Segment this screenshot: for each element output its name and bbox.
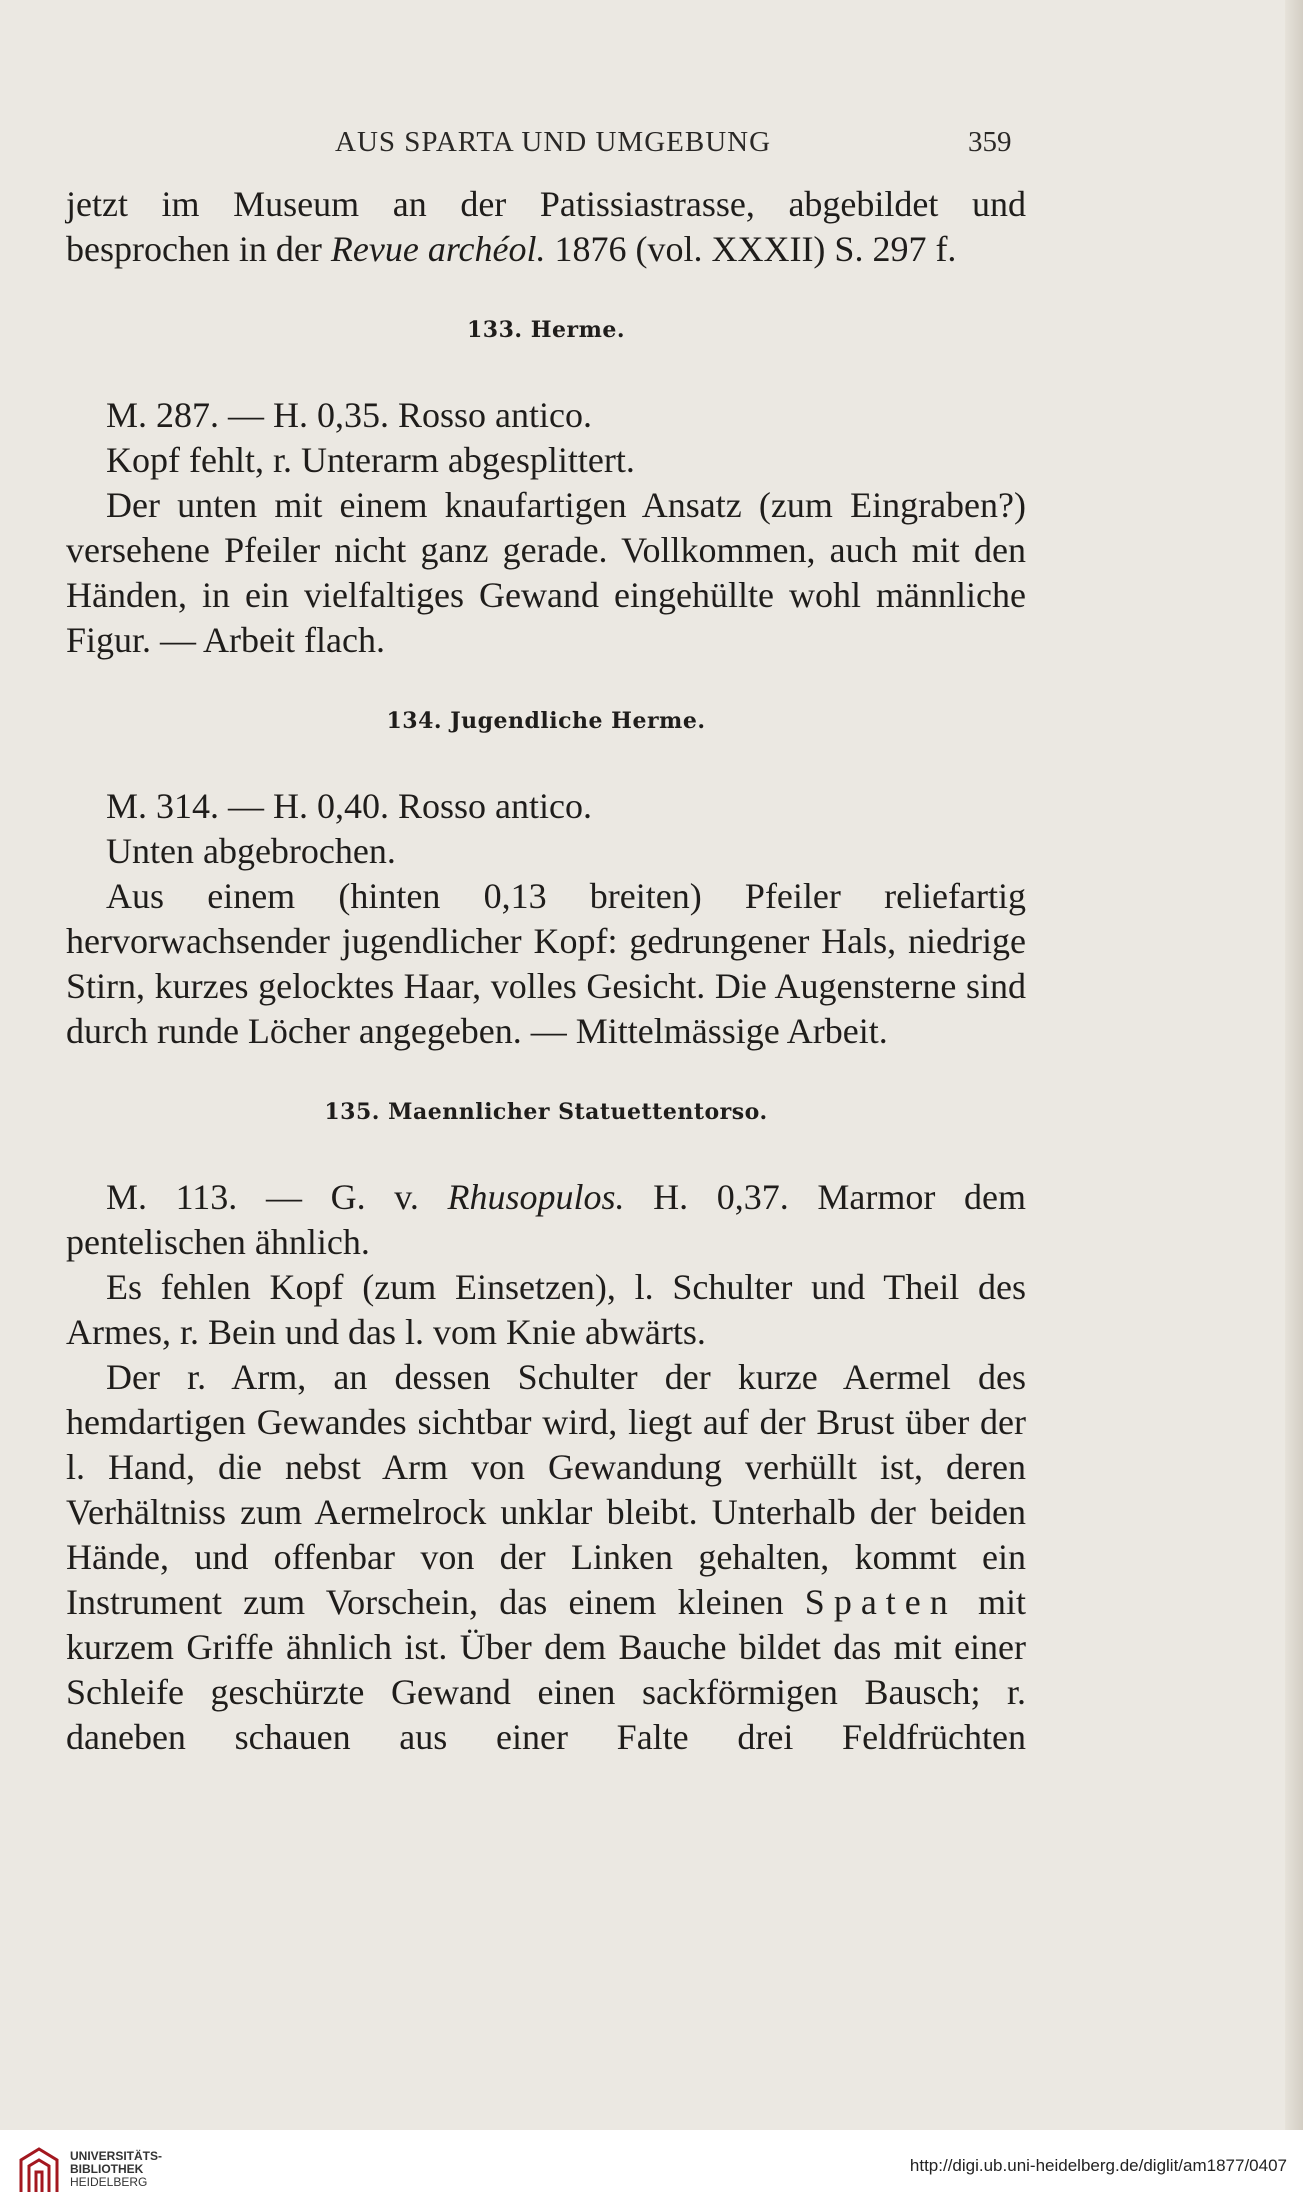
library-name: UNIVERSITÄTS- BIBLIOTHEK HEIDELBERG	[70, 2149, 163, 2189]
entry-135-damage: Es fehlen Kopf (zum Einsetzen), l. Schulter und Theil des Armes, r. Bein und das l. vom Knie abwärts.	[66, 1267, 1026, 1352]
running-head	[0, 122, 1303, 162]
body-text	[66, 182, 1026, 1760]
entry-135-description: Der r. Arm, an dessen Schulter der kurze Aermel des hemdartigen Gewandes sichtbar wird, liegt auf der Brust über der l. Hand, die nebst Arm von Gewandung verhüllt ist, deren Verhältniss zum Aermelrock unklar bleibt. Unterhalb der beiden Hände, und offenbar von der Linken gehalten, kommt ein Instrument zum Vorschein, das einem kleinen Spaten mit kurzem Griffe ähnlich ist. Über dem Bauche bildet das mit einer Schleife geschürzte Gewand einen sackförmigen Bausch; r. daneben schauen aus einer Falte drei Feldfrüchten	[66, 1357, 1026, 1757]
entry-134-description: Aus einem (hinten 0,13 breiten) Pfeiler reliefartig hervorwachsender jugendlicher Kopf: gedrungener Hals, niedrige Stirn, kurzes gelocktes Haar, volles Gesicht. Die Augensterne sind durch runde Löcher angegeben. — Mittelmässige Arbeit.	[66, 876, 1026, 1051]
library-footer	[0, 2130, 1303, 2205]
entry-133-damage: Kopf fehlt, r. Unterarm abgesplittert.	[106, 440, 635, 480]
journal-title: Revue archéol.	[330, 229, 546, 269]
page-edge-shadow	[1285, 0, 1303, 2130]
entry-135-heading: 135. Maennlicher Statuettentorso.	[324, 1099, 768, 1125]
page-number: 359	[968, 126, 1012, 158]
running-title: AUS SPARTA UND UMGEBUNG	[335, 126, 772, 158]
author-name: Rhusopulos.	[447, 1177, 625, 1217]
entry-133-heading: 133. Herme.	[466, 317, 626, 343]
entry-134-heading: 134. Jugendliche Herme.	[386, 708, 706, 734]
entry-134-meta: M. 314. — H. 0,40. Rosso antico.	[106, 786, 592, 826]
entry-135-meta: M. 113. — G. v. Rhusopulos. H. 0,37. Marmor dem pentelischen ähnlich.	[66, 1177, 1026, 1262]
entry-133-description: Der unten mit einem knaufartigen Ansatz (zum Eingraben?) versehene Pfeiler nicht ganz gerade. Vollkommen, auch mit den Händen, in ein vielfaltiges Gewand eingehüllte wohl männliche Figur. — Arbeit flach.	[66, 485, 1026, 660]
entry-133-meta: M. 287. — H. 0,35. Rosso antico.	[106, 395, 592, 435]
heidelberg-library-logo-icon	[18, 2146, 60, 2194]
spaced-word: Spaten	[804, 1582, 957, 1622]
permalink-url[interactable]: http://digi.ub.uni-heidelberg.de/diglit/am1877/0407	[909, 2156, 1287, 2175]
intro-paragraph: jetzt im Museum an der Patissiastrasse, abgebildet und besprochen in der Revue archéol. 1876 (vol. XXXII) S. 297 f.	[66, 184, 1026, 269]
entry-134-damage: Unten abgebrochen.	[106, 831, 396, 871]
